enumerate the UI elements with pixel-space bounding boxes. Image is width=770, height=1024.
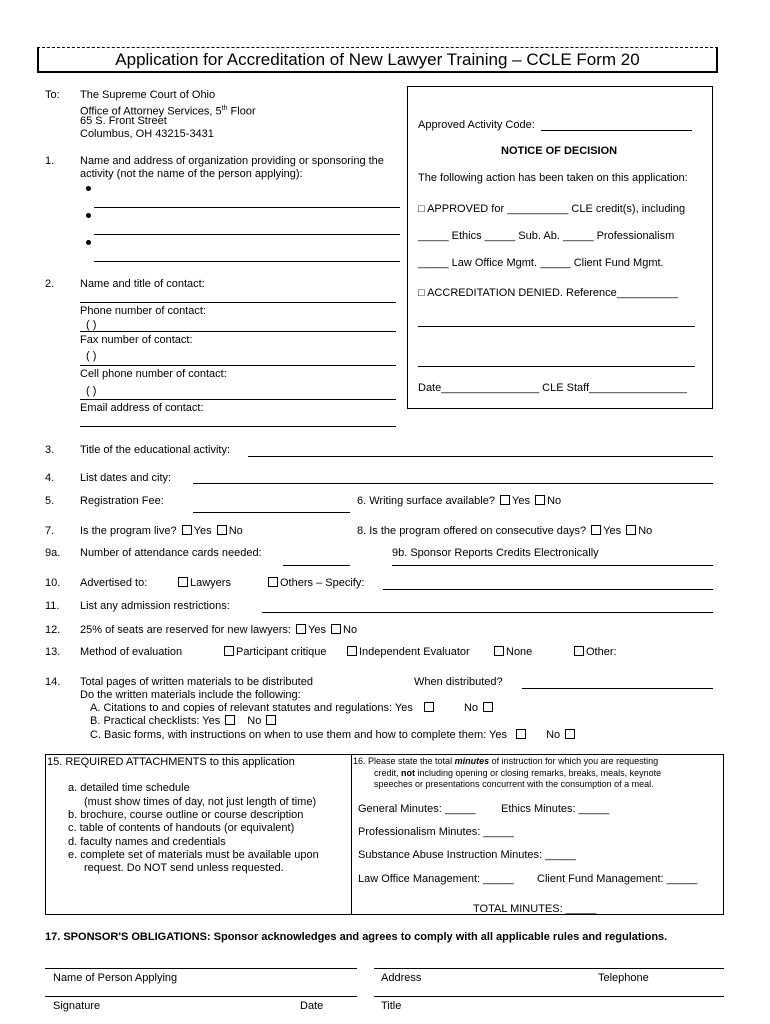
- ethics-credits-row: _____ Ethics _____ Sub. Ab. _____ Professionalism: [418, 230, 675, 242]
- q14-c-no-label: No: [546, 729, 561, 741]
- q16-ethics-minutes: Ethics Minutes: _____: [501, 803, 610, 815]
- q14-a-label: A. Citations to and copies of relevant statutes and regulations: Yes: [90, 702, 413, 714]
- q13-evaluator-checkbox[interactable]: [347, 646, 357, 656]
- q13-opt-none: [492, 646, 532, 659]
- q16-l1c: of instruction for which you are requesting: [489, 756, 659, 766]
- q16-l1b: minutes: [454, 756, 490, 766]
- q14-when-label: When distributed?: [414, 676, 503, 688]
- to-line2-floor: Floor: [227, 105, 256, 118]
- q14-b-label: B. Practical checklists: Yes: [90, 715, 221, 727]
- q7-label: Is the program live?: [80, 525, 177, 537]
- q6-yes-checkbox[interactable]: [500, 495, 510, 505]
- q13-label: Method of evaluation: [80, 646, 183, 658]
- q10-number: 10.: [45, 577, 61, 589]
- name-applying-line[interactable]: [45, 968, 357, 969]
- approved-activity-code-line[interactable]: [541, 130, 692, 131]
- q15-item-b: b. brochure, course outline or course description: [68, 809, 304, 821]
- q14-c-yes-checkbox[interactable]: [516, 729, 526, 739]
- q13-critique-checkbox[interactable]: [224, 646, 234, 656]
- q14-item-a: [90, 702, 495, 715]
- q8-no-label: No: [638, 525, 653, 537]
- bullet-icon: [86, 240, 91, 245]
- title-line[interactable]: [374, 996, 724, 997]
- q4-label: List dates and city:: [80, 472, 172, 484]
- q9a-label: Number of attendance cards needed:: [80, 547, 262, 559]
- q12-no-label: No: [343, 624, 358, 636]
- q13-none-label: None: [506, 646, 533, 658]
- q16-l2a: credit,: [374, 768, 402, 778]
- q16-line1: [353, 756, 658, 767]
- q2-cell-paren: ( ): [86, 385, 97, 397]
- notice-intro: The following action has been taken on this application:: [418, 172, 688, 184]
- q14-number: 14.: [45, 676, 61, 688]
- q13-number: 13.: [45, 646, 61, 658]
- decision-note-line-1[interactable]: [418, 326, 695, 327]
- q12-no-checkbox[interactable]: [331, 624, 341, 634]
- denied-option: □ ACCREDITATION DENIED. Reference__________: [418, 287, 678, 299]
- q2-fax-line[interactable]: [80, 365, 396, 366]
- q9b-label: 9b. Sponsor Reports Credits Electronically: [392, 547, 599, 559]
- q16-general-minutes: General Minutes: _____: [358, 803, 476, 815]
- q12-yes-label: Yes: [308, 624, 326, 636]
- q12-number: 12.: [45, 624, 61, 636]
- q14-a-no-checkbox[interactable]: [483, 702, 493, 712]
- q15-item-e: e. complete set of materials must be available upon: [68, 849, 319, 861]
- q13-opt-evaluator: [345, 646, 470, 659]
- to-label: To:: [45, 89, 60, 101]
- q10-others-label: Others – Specify:: [280, 577, 365, 589]
- q15-heading: 15. REQUIRED ATTACHMENTS to this application: [47, 756, 295, 768]
- q6-label: 6. Writing surface available?: [357, 495, 495, 507]
- q2-phone-label: Phone number of contact:: [80, 305, 206, 317]
- q13-opt-other: [572, 646, 617, 659]
- bullet-icon: [86, 186, 91, 191]
- q5-number: 5.: [45, 495, 55, 507]
- q2-fax-label: Fax number of contact:: [80, 334, 193, 346]
- q2-cell-label: Cell phone number of contact:: [80, 368, 227, 380]
- approved-activity-code-label: Approved Activity Code:: [418, 119, 535, 131]
- q10-lawyers-option: [176, 577, 231, 590]
- q16-substance-abuse-minutes: Substance Abuse Instruction Minutes: _____: [358, 849, 576, 861]
- q14-b-no-checkbox[interactable]: [266, 715, 276, 725]
- q1-org-line-1[interactable]: [94, 207, 400, 208]
- to-line1: The Supreme Court of Ohio: [80, 89, 216, 101]
- q15-item-a: a. detailed time schedule: [68, 782, 190, 794]
- q16-l2b: not: [401, 768, 416, 778]
- q14-a-no-label: No: [463, 702, 478, 714]
- q8-label: 8. Is the program offered on consecutive days?: [357, 525, 587, 537]
- q7-number: 7.: [45, 525, 55, 537]
- q15-item-c: c. table of contents of handouts (or equivalent): [68, 822, 295, 834]
- q1-label-line1: Name and address of organization providing or sponsoring the: [80, 155, 384, 167]
- q1-org-line-2[interactable]: [94, 234, 400, 235]
- title-label: Title: [381, 1000, 402, 1012]
- q8-yes-checkbox[interactable]: [591, 525, 601, 535]
- to-line3: 65 S. Front Street: [80, 115, 167, 127]
- q14-item-b: [90, 715, 278, 728]
- q15-item-a-note: (must show times of day, not just length of time): [84, 796, 317, 808]
- date-label: Date: [300, 1000, 324, 1012]
- form-title-box: [37, 47, 718, 73]
- q1-org-line-3[interactable]: [94, 261, 400, 262]
- q15-item-e-note: request. Do NOT send unless requested.: [84, 862, 284, 874]
- q13-other-checkbox[interactable]: [574, 646, 584, 656]
- form-title: Application for Accreditation of New Lawyer Training – CCLE Form 20: [115, 50, 640, 69]
- q14-b-yes-checkbox[interactable]: [225, 715, 235, 725]
- q6-no-label: No: [547, 495, 562, 507]
- q7-yes-checkbox[interactable]: [182, 525, 192, 535]
- q14-b-no-label: No: [247, 715, 262, 727]
- to-line2-text: Office of Attorney Services, 5: [80, 105, 222, 118]
- address-telephone-line[interactable]: [374, 968, 724, 969]
- approved-option: □ APPROVED for __________ CLE credit(s), including: [418, 203, 686, 215]
- q16-professionalism-minutes: Professionalism Minutes: _____: [358, 826, 514, 838]
- q16-l1a: 16. Please state the total: [353, 756, 455, 766]
- q10-lawyers-checkbox[interactable]: [178, 577, 188, 587]
- q14-line2: Do the written materials include the following:: [80, 689, 301, 701]
- q16-line2: [374, 768, 661, 779]
- q14-c-label: C. Basic forms, with instructions on when to use them and how to complete them: Yes: [90, 729, 507, 741]
- q1-label-line2: activity (not the name of the person applying):: [80, 168, 303, 180]
- q14-item-c: [90, 729, 577, 742]
- q2-email-line[interactable]: [80, 426, 396, 427]
- q11-number: 11.: [45, 600, 60, 612]
- q7-no-checkbox[interactable]: [217, 525, 227, 535]
- q7-no-label: No: [228, 525, 243, 537]
- q10-specify-line[interactable]: [383, 589, 713, 590]
- q16-line3: speeches or presentations concurrent with the consumption of a meal.: [374, 779, 654, 789]
- q12-yes-checkbox[interactable]: [296, 624, 306, 634]
- telephone-label: Telephone: [598, 972, 649, 984]
- q11-label: List any admission restrictions:: [80, 600, 230, 612]
- q6-row: [357, 495, 561, 508]
- q2-cell-line[interactable]: [80, 399, 396, 400]
- q13-other-label: Other:: [586, 646, 617, 658]
- address-label: Address: [381, 972, 422, 984]
- q1-number: 1.: [45, 155, 55, 167]
- q8-no-checkbox[interactable]: [626, 525, 636, 535]
- decision-note-line-2[interactable]: [418, 366, 695, 367]
- q3-number: 3.: [45, 444, 55, 456]
- decision-date-staff-row: Date________________ CLE Staff________________: [418, 382, 687, 394]
- q13-evaluator-label: Independent Evaluator: [359, 646, 470, 658]
- q15-item-d: d. faculty names and credentials: [68, 836, 226, 848]
- to-line2-sup: th: [221, 105, 228, 112]
- notice-of-decision-box: [407, 86, 713, 409]
- q4-dates-line[interactable]: [193, 483, 713, 484]
- notice-heading: NOTICE OF DECISION: [501, 145, 618, 157]
- q7-row: [80, 525, 243, 538]
- q7-yes-label: Yes: [193, 525, 212, 537]
- q3-title-line[interactable]: [248, 456, 713, 457]
- q14-c-no-checkbox[interactable]: [565, 729, 575, 739]
- q14-line1: Total pages of written materials to be distributed: [80, 676, 313, 688]
- q6-no-checkbox[interactable]: [535, 495, 545, 505]
- q4-number: 4.: [45, 472, 55, 484]
- q17-obligations: 17. SPONSOR'S OBLIGATIONS: Sponsor acknowledges and agrees to comply with all applicable rules and regulations.: [45, 931, 668, 943]
- q5-label: Registration Fee:: [80, 495, 164, 507]
- q11-restrictions-line[interactable]: [262, 612, 713, 613]
- q14-when-line[interactable]: [522, 688, 713, 689]
- q13-none-checkbox[interactable]: [494, 646, 504, 656]
- q10-others-checkbox[interactable]: [268, 577, 278, 587]
- q10-lawyers-label: Lawyers: [190, 577, 231, 589]
- name-applying-label: Name of Person Applying: [53, 972, 178, 984]
- q16-total-minutes: TOTAL MINUTES: _____: [473, 903, 597, 915]
- q2-fax-paren: ( ): [86, 350, 97, 362]
- q9b-line[interactable]: [392, 565, 713, 566]
- q10-others-option: [266, 577, 364, 590]
- q2-number: 2.: [45, 278, 55, 290]
- q2-email-label: Email address of contact:: [80, 402, 204, 414]
- q8-yes-label: Yes: [603, 525, 622, 537]
- q9a-cards-line[interactable]: [283, 565, 350, 566]
- q3-label: Title of the educational activity:: [80, 444, 231, 456]
- q2-contact-line[interactable]: [80, 302, 396, 303]
- q2-contact-label: Name and title of contact:: [80, 278, 205, 290]
- q9a-number: 9a.: [45, 547, 61, 559]
- q2-phone-line[interactable]: [80, 331, 396, 332]
- bullet-icon: [86, 213, 91, 218]
- q16-client-fund-minutes: Client Fund Management: _____: [537, 873, 698, 885]
- q13-critique-label: Participant critique: [236, 646, 327, 658]
- q10-label: Advertised to:: [80, 577, 148, 589]
- q6-yes-label: Yes: [512, 495, 530, 507]
- q8-row: [357, 525, 652, 538]
- q2-phone-paren: ( ): [86, 319, 97, 331]
- to-line4: Columbus, OH 43215-3431: [80, 128, 214, 140]
- q16-law-office-minutes: Law Office Management: _____: [358, 873, 514, 885]
- q16-l2c: including opening or closing remarks, breaks, meals, keynote: [415, 768, 662, 778]
- signature-date-line[interactable]: [45, 996, 357, 997]
- mgmt-credits-row: _____ Law Office Mgmt. _____ Client Fund Mgmt.: [418, 257, 664, 269]
- q12-row: [80, 624, 357, 637]
- q13-opt-critique: [222, 646, 327, 659]
- q14-a-yes-checkbox[interactable]: [424, 702, 434, 712]
- signature-label: Signature: [53, 1000, 101, 1012]
- q5-fee-line[interactable]: [193, 512, 350, 513]
- q12-label: 25% of seats are reserved for new lawyers:: [80, 624, 291, 636]
